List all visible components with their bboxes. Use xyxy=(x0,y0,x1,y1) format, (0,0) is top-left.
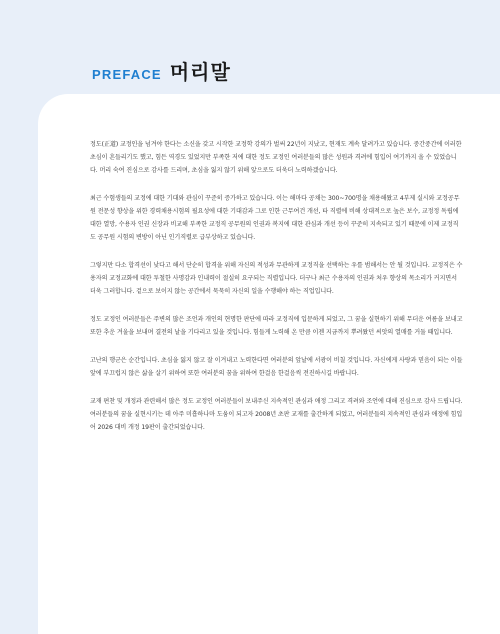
paragraph-2: 최근 수험생들의 교정에 대한 기대와 관심이 꾸준히 증가하고 있습니다. 이는 해마다 공채는 300~700명을 채용해왔고 4부제 실시와 교정공무원 전문성 향상을 위한 경력채용시험의 필요성에 대한 기대감과 그로 인한 근무여건 개선, 타 직렬에 비해 상대적으로 높은 보수, 교정정 독립에 대한 열망, 수용자 인권 신장과 비교해 부족한 교정직 공무원의 인권과 복지에 대한 관심과 개선 등이 꾸준히 지속되고 있기 때문에 이제 교정직도 공무원 시험의 변방이 아닌 인기직렬로 급부상하고 있습니다. xyxy=(90,195,460,241)
paragraph-5: 고난의 행군은 순간입니다. 초심을 잃지 않고 잘 이겨내고 노력한다면 여러분의 앞날에 서광이 비칠 것입니다. 자신에게 사랑과 믿음이 되는 이들 앞에 부끄럽지 않은 삶을 살기 위하여 또한 여러분의 꿈을 위하여 한걸음 한걸음씩 전진하시길 바랍니다. xyxy=(90,357,463,377)
page-title: 머리말 xyxy=(169,60,231,84)
paragraph-6: 교재 편찬 및 개정과 관련해서 많은 정도 교정인 여러분들이 보내주신 지속적인 관심과 애정 그리고 격려와 조언에 대해 진심으로 감사 드립니다. 여러분들의 꿈을 실현시키는 데 아주 미흡하나마 도움이 되고자 2008년 초판 교재를 출간하게 되었고, 여러분들의 지속적인 관심과 애정에 힘입어 2026 대비 개정 19판이 출간되었습니다. xyxy=(90,398,463,431)
paragraph-1: 정도(正道) 교정인을 넘겨야 한다는 소신을 갖고 시작한 교정학 강의가 벌써 22년이 지났고, 현재도 계속 달려가고 있습니다. 중간중간에 이러한 초심이 흔들리기도 했고, 힘든 역경도 있었지만 부족한 저에 대한 정도 교정인 여러분들의 많은 성원과 격려에 힘입어 여기까지 올 수 있었습니다. 머리 숙여 진심으로 감사를 드리며, 초심을 잃지 않기 위해 앞으로도 더욱더 노력하겠습니다. xyxy=(90,141,462,174)
paragraph-3: 그렇지만 다소 합격선이 낮다고 해서 단순히 합격을 위해 자신의 적성과 무관하게 교정직을 선택하는 우를 범해서는 안 될 것입니다. 교정직은 수용자의 교정교화에 대한 투철한 사명감과 인내력이 절실히 요구되는 직렬입니다. 더구나 최근 수용자의 인권과 처우 향상의 목소리가 커지면서 더욱 그러합니다. 겉으로 보이지 않는 공간에서 묵묵히 자신의 일을 수행해야 하는 직업입니다. xyxy=(90,262,463,295)
preface-eyebrow: PREFACE xyxy=(92,67,162,82)
paragraph-4: 정도 교정인 여러분들은 주변의 많은 조언과 개인의 현명한 판단에 따라 교정직에 입문하게 되었고, 그 꿈을 실현하기 위해 무더운 여름을 보내고 또한 추운 겨울을 보내며 결전의 날을 기다리고 있을 것입니다. 힘들게 노력해 온 만큼 이젠 지금까지 뿌려왔던 씨앗의 열매를 거둘 때입니다. xyxy=(90,316,463,336)
preface-header xyxy=(92,56,231,85)
preface-body xyxy=(90,138,464,449)
